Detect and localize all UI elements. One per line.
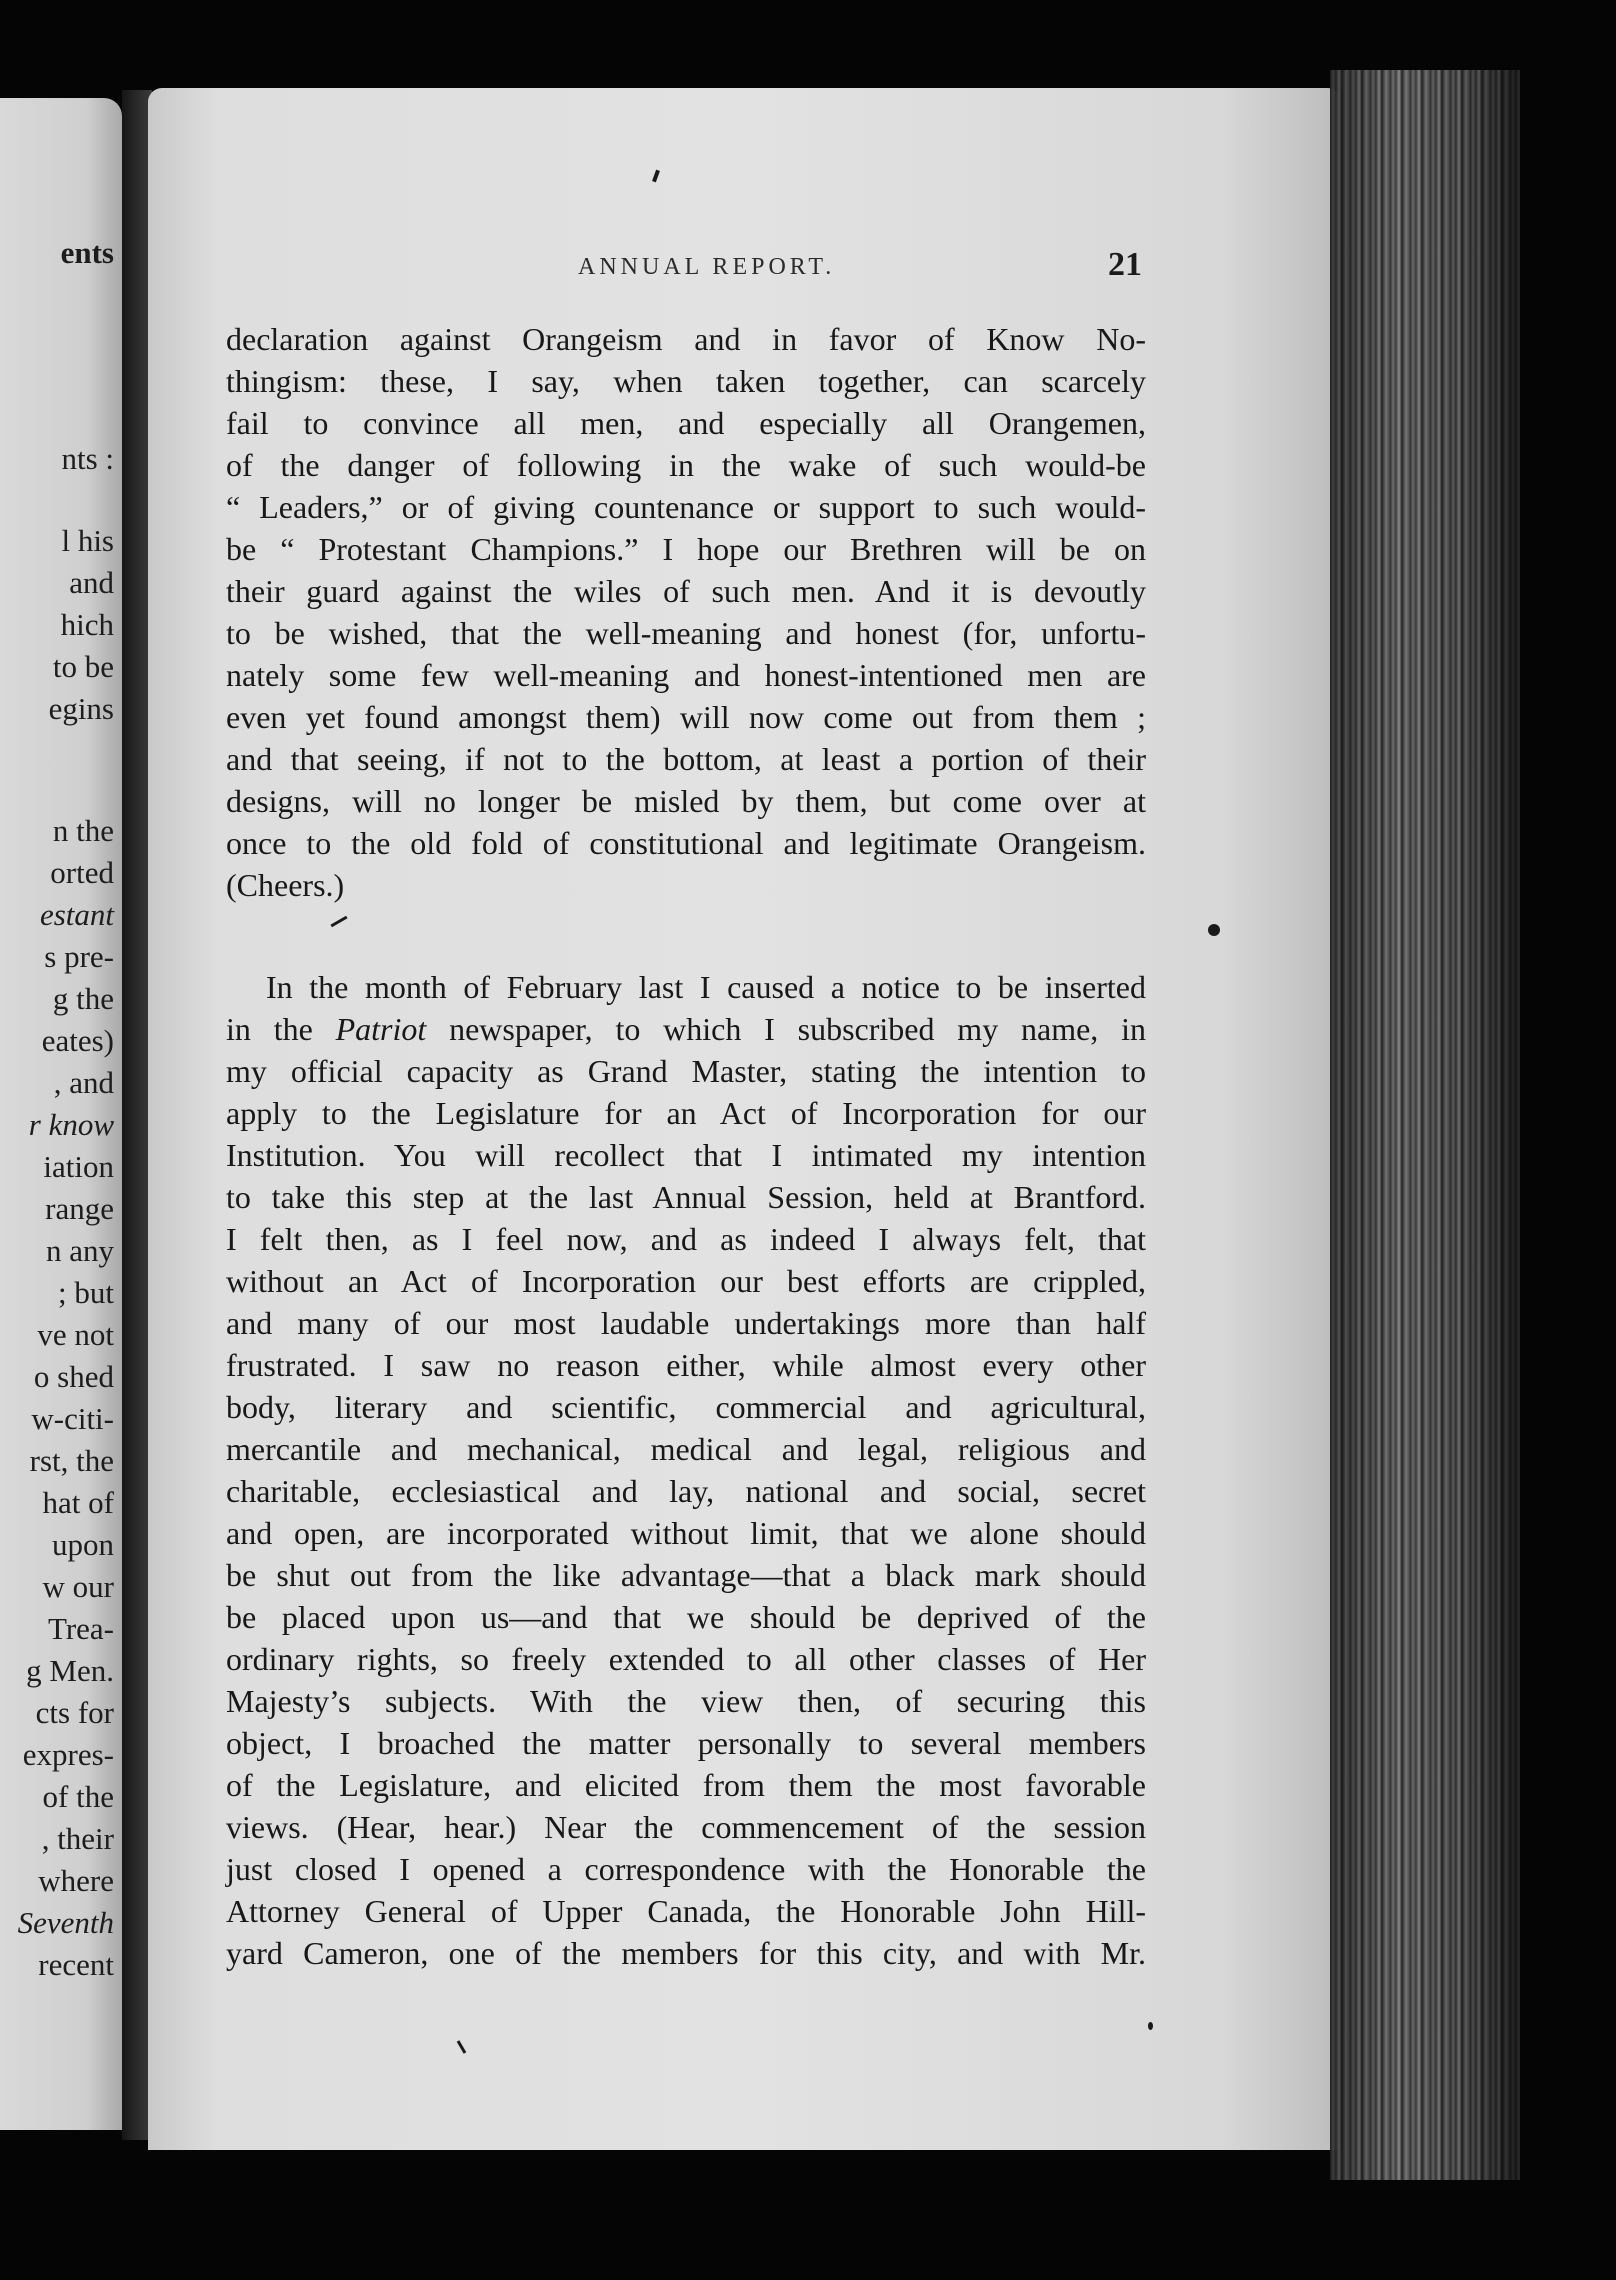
text-fragment: in the <box>226 1011 313 1047</box>
left-page-text-fragment: n the <box>52 813 114 848</box>
previous-page-fragment <box>0 98 122 2130</box>
text-line: Attorney General of Upper Canada, the Honorable John Hill- <box>226 1893 1146 1929</box>
left-page-text-fragment: to be <box>52 649 114 684</box>
left-page-text-fragment: nts : <box>61 441 114 476</box>
left-page-text-fragment: egins <box>48 691 114 726</box>
text-line: yard Cameron, one of the members for this city, and with Mr. <box>226 1935 1146 1971</box>
text-line: (Cheers.) <box>226 867 345 903</box>
text-line: be “ Protestant Champions.” I hope our Brethren will be on <box>226 531 1146 567</box>
text-line: to be wished, that the well-meaning and honest (for, unfortu- <box>226 615 1146 651</box>
ink-speck <box>1148 2022 1153 2030</box>
left-page-text-fragment: g Men. <box>26 1653 114 1688</box>
left-page-text-fragment: l his <box>61 523 114 558</box>
text-line: thingism: these, I say, when taken together, can scarcely <box>226 363 1146 399</box>
text-line: just closed I opened a correspondence with the Honorable the <box>226 1851 1146 1887</box>
left-page-text-fragment: n any <box>45 1233 114 1268</box>
page-edges-shadow <box>1330 70 1520 2180</box>
left-page-text-fragment: ents <box>60 235 114 270</box>
left-page-text-fragment: hich <box>60 607 114 642</box>
text-line: body, literary and scientific, commercial and agricultural, <box>226 1389 1146 1425</box>
left-page-text-fragment: Seventh <box>17 1905 114 1940</box>
text-line: charitable, ecclesiastical and lay, national and social, secret <box>226 1473 1146 1509</box>
left-page-text-fragment: of the <box>42 1779 114 1814</box>
left-page-text-fragment: w our <box>42 1569 114 1604</box>
left-page-text-fragment: range <box>45 1191 114 1226</box>
text-line: be shut out from the like advantage—that a black mark should <box>226 1557 1146 1593</box>
paragraph-2 <box>226 966 1146 1974</box>
text-line: nately some few well-meaning and honest-intentioned men are <box>226 657 1146 693</box>
text-line: “ Leaders,” or of giving countenance or support to such would- <box>226 489 1146 525</box>
left-page-text-fragment: expres- <box>22 1737 114 1772</box>
left-page-text-fragment: , their <box>41 1821 114 1856</box>
page-number: 21 <box>1108 246 1142 283</box>
left-page-text-fragment: rst, the <box>29 1443 114 1478</box>
left-page-text-fragment: iation <box>43 1149 114 1184</box>
left-page-text-fragment: g the <box>52 981 114 1016</box>
text-line: Majesty’s subjects. With the view then, of securing this <box>226 1683 1146 1719</box>
left-page-text-fragment: ; but <box>58 1275 114 1310</box>
text-line: frustrated. I saw no reason either, while almost every other <box>226 1347 1146 1383</box>
left-page-text-fragment: eates) <box>41 1023 114 1058</box>
text-line: I felt then, as I feel now, and as indeed I always felt, that <box>226 1221 1146 1257</box>
running-head: ANNUAL REPORT. <box>578 254 836 280</box>
text-line: of the Legislature, and elicited from them the most favorable <box>226 1767 1146 1803</box>
text-line: and open, are incorporated without limit, that we alone should <box>226 1515 1146 1551</box>
left-page-text-fragment: upon <box>52 1527 114 1562</box>
left-page-text-fragment: , and <box>53 1065 114 1100</box>
text-line: designs, will no longer be misled by them, but come over at <box>226 783 1146 819</box>
text-line: mercantile and mechanical, medical and legal, religious and <box>226 1431 1146 1467</box>
text-line: Institution. You will recollect that I intimated my intention <box>226 1137 1146 1173</box>
left-page-text-fragment: ve not <box>37 1317 114 1352</box>
left-page-text-fragment: estant <box>39 897 114 932</box>
text-fragment: newspaper, to which I subscribed my name, in <box>449 1011 1147 1047</box>
left-page-text-fragment: w-citi- <box>31 1401 114 1436</box>
text-line: and many of our most laudable undertakings more than half <box>226 1305 1146 1341</box>
text-line <box>226 1008 1146 1050</box>
left-page-text-fragment: hat of <box>42 1485 114 1520</box>
left-page-text-fragment: and <box>69 565 114 600</box>
left-page-text-fragment: where <box>38 1863 114 1898</box>
left-page-text-fragment: s pre- <box>44 939 114 974</box>
text-line: be placed upon us—and that we should be deprived of the <box>226 1599 1146 1635</box>
left-page-text-fragment: o shed <box>33 1359 114 1394</box>
text-line: without an Act of Incorporation our best efforts are crippled, <box>226 1263 1146 1299</box>
text-line: fail to convince all men, and especially all Orangemen, <box>226 405 1146 441</box>
left-page-text-fragment: cts for <box>35 1695 114 1730</box>
text-line: even yet found amongst them) will now come out from them ; <box>226 699 1146 735</box>
left-page-text-fragment: r know <box>28 1107 114 1142</box>
text-line: their guard against the wiles of such men. And it is devoutly <box>226 573 1146 609</box>
left-page-text-fragment: Trea- <box>47 1611 114 1646</box>
text-line: to take this step at the last Annual Session, held at Brantford. <box>226 1179 1146 1215</box>
text-line: In the month of February last I caused a notice to be inserted <box>266 969 1146 1005</box>
ink-speck <box>1208 924 1220 936</box>
text-line: and that seeing, if not to the bottom, at least a portion of their <box>226 741 1146 777</box>
text-line: my official capacity as Grand Master, stating the intention to <box>226 1053 1146 1089</box>
text-line: object, I broached the matter personally to several members <box>226 1725 1146 1761</box>
left-page-text-fragment: recent <box>38 1947 114 1982</box>
text-line: once to the old fold of constitutional and legitimate Orangeism. <box>226 825 1146 861</box>
text-line: views. (Hear, hear.) Near the commencement of the session <box>226 1809 1146 1845</box>
text-line: declaration against Orangeism and in favor of Know No- <box>226 321 1146 357</box>
text-line: ordinary rights, so freely extended to all other classes of Her <box>226 1641 1146 1677</box>
text-line: apply to the Legislature for an Act of Incorporation for our <box>226 1095 1146 1131</box>
paragraph-1 <box>226 318 1146 906</box>
newspaper-title: Patriot <box>335 1011 427 1047</box>
left-page-text-fragment: orted <box>50 855 114 890</box>
text-line: of the danger of following in the wake of such would-be <box>226 447 1146 483</box>
